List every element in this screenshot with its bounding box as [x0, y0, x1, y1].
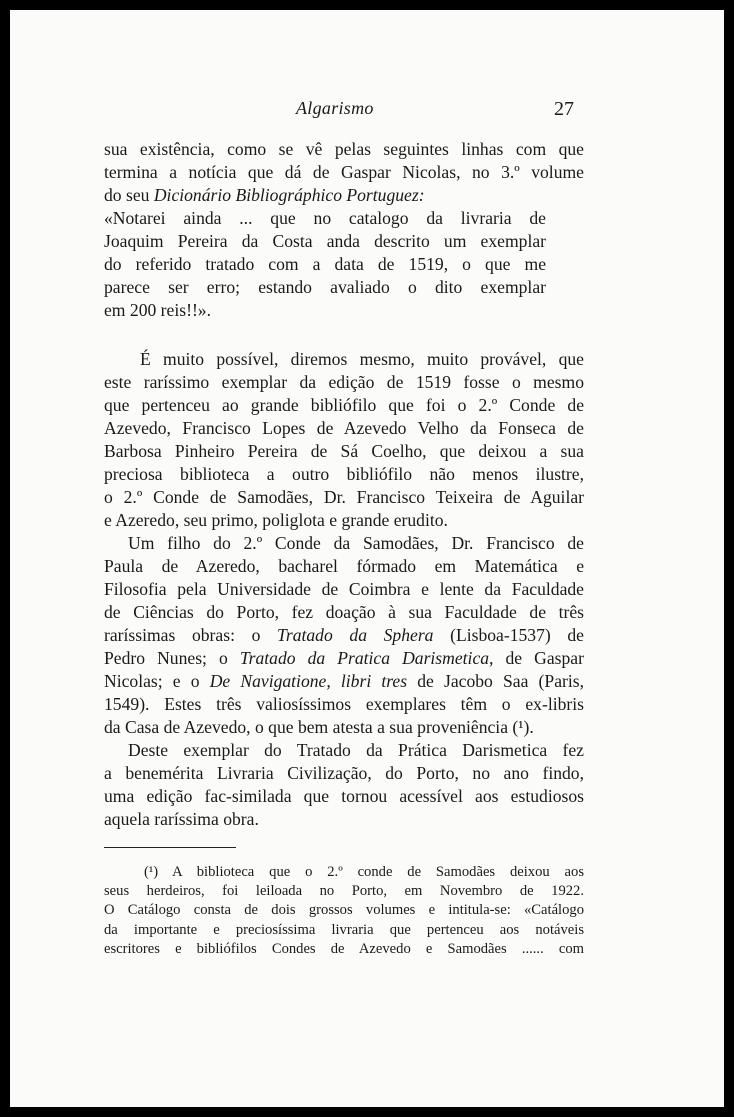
text-line: «Notarei ainda ... que no catalogo da livraria de — [104, 208, 546, 228]
text-line: este raríssimo exemplar da edição de 1519 fosse o mesmo — [104, 372, 584, 392]
text-line: que pertenceu ao grande bibliófilo que foi o 2.º Conde de — [104, 395, 584, 415]
footnote-line: O Catálogo consta de dois grossos volumes e intitula-se: «Catálogo — [104, 902, 584, 919]
text-line: de Ciências do Porto, fez doação à sua Faculdade de três — [104, 602, 584, 622]
book-page — [10, 10, 724, 1107]
book-title: Dicionário Bibliográphico Portuguez: — [153, 185, 425, 205]
text-line: o 2.º Conde de Samodães, Dr. Francisco Teixeira de Aguilar — [104, 487, 584, 507]
text-line: Pedro Nunes; o Tratado da Pratica Darismetica, de Gaspar — [104, 648, 584, 668]
page-header — [10, 98, 724, 122]
text-line: a benemérita Livraria Civilização, do Porto, no ano findo, — [104, 763, 584, 783]
paragraph-3 — [104, 739, 584, 831]
book-title: Tratado da Sphera — [277, 625, 434, 645]
text-line: Azevedo, Francisco Lopes de Azevedo Velho da Fonseca de — [104, 418, 584, 438]
text-line: parece ser erro; estando avaliado o dito exemplar — [104, 277, 546, 297]
text-line: Joaquim Pereira da Costa anda descrito um exemplar — [104, 231, 546, 251]
text-line: Um filho do 2.º Conde da Samodães, Dr. Francisco de — [128, 533, 584, 553]
text-line: uma edição fac-similada que tornou acessível aos estudiosos — [104, 786, 584, 806]
text-line: Nicolas; e o De Navigatione, libri tres de Jacobo Saa (Paris, — [104, 671, 584, 691]
footnote-line: escritores e bibliófilos Condes de Azevedo e Samodães ...... com — [104, 940, 584, 957]
text-line: Filosofia pela Universidade de Coimbra e lente da Faculdade — [104, 579, 584, 599]
intro-paragraph — [104, 138, 584, 207]
text-line: da Casa de Azevedo, o que bem atesta a sua proveniência (¹). — [104, 717, 534, 737]
text-line: do referido tratado com a data de 1519, o que me — [104, 254, 546, 274]
footnote-line: da importante e preciosíssima livraria que pertenceu aos notáveis — [104, 921, 584, 938]
body-text — [104, 138, 584, 831]
text-line: Paula de Azeredo, bacharel fórmado em Matemática e — [104, 556, 584, 576]
paragraph-2 — [104, 532, 584, 739]
text-line: Barbosa Pinheiro Pereira de Sá Coelho, que deixou a sua — [104, 441, 584, 461]
text-line: Deste exemplar do Tratado da Prática Darismetica fez — [128, 740, 584, 760]
text-line: do seu Dicionário Bibliográphico Portuguez: — [104, 185, 425, 205]
text-line: aquela raríssima obra. — [104, 809, 259, 829]
text-line: sua existência, como se vê pelas seguintes linhas com que — [104, 139, 584, 159]
quotation — [104, 207, 546, 322]
text-line: termina a notícia que dá de Gaspar Nicolas, no 3.º volume — [104, 162, 584, 182]
running-title: Algarismo — [296, 98, 374, 118]
text-line: preciosa biblioteca a outro bibliófilo não menos ilustre, — [104, 464, 584, 484]
book-title: Tratado da Pratica Darismetica, — [239, 648, 494, 668]
footnote-line: seus herdeiros, foi leiloada no Porto, em Novembro de 1922. — [104, 883, 584, 900]
footnote-divider — [104, 847, 236, 848]
text-line: e Azeredo, seu primo, poliglota e grande erudito. — [104, 510, 448, 530]
paragraph-1 — [104, 348, 584, 532]
text-line: em 200 reis!!». — [104, 300, 211, 320]
footnotes — [104, 863, 584, 959]
footnote-line: (¹) A biblioteca que o 2.º conde de Samodães deixou aos — [144, 864, 584, 880]
text-line: É muito possível, diremos mesmo, muito provável, que — [140, 349, 584, 369]
text-line: 1549). Estes três valiosíssimos exemplares têm o ex-libris — [104, 694, 584, 714]
text-line: raríssimas obras: o Tratado da Sphera (Lisboa-1537) de — [104, 625, 584, 645]
book-title: De Navigatione, libri tres — [209, 671, 408, 691]
page-number: 27 — [554, 98, 574, 120]
